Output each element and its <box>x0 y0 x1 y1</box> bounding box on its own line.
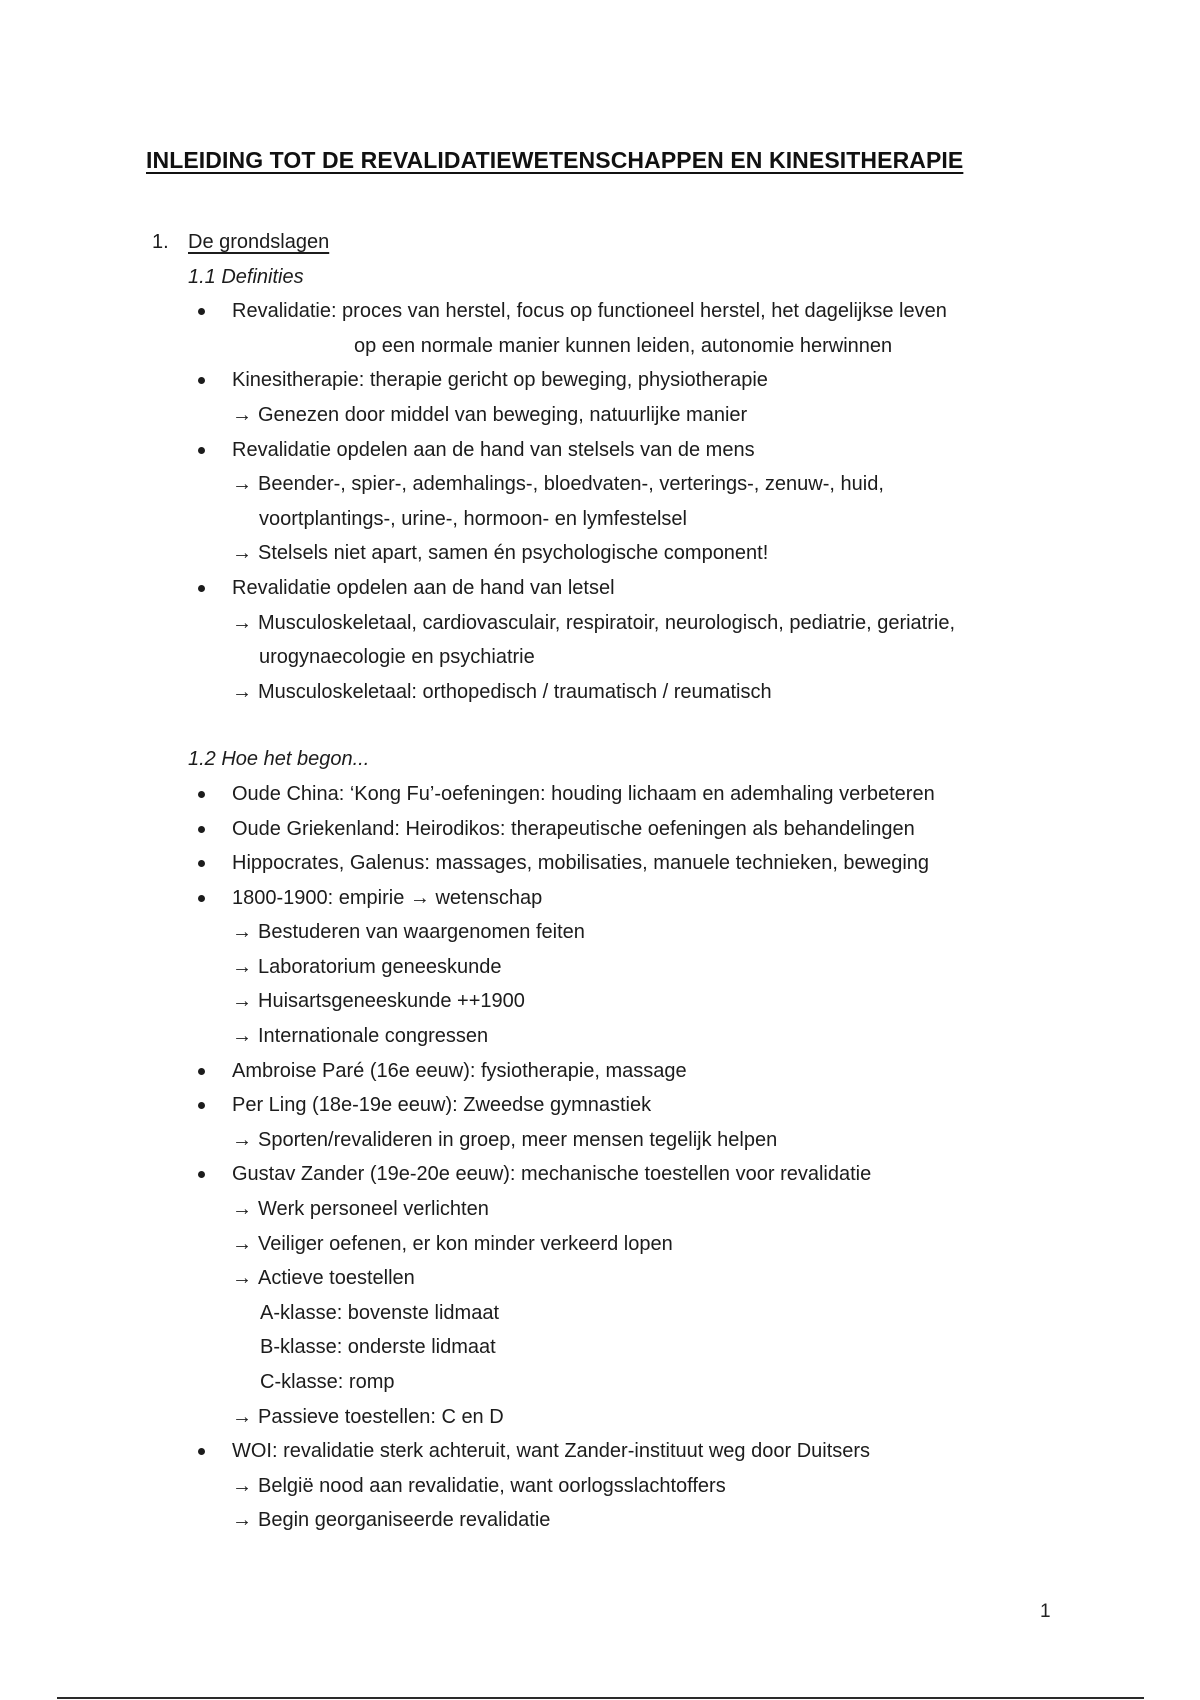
arrow-line <box>232 1227 673 1262</box>
bullet-item <box>0 1434 1200 1469</box>
arrow-text: Internationale congressen <box>258 1025 489 1048</box>
arrow-line <box>232 1400 504 1435</box>
arrow-text: Bestuderen van waargenomen feiten <box>258 921 585 944</box>
arrow-item <box>0 1123 1200 1158</box>
right-arrow-icon: → <box>232 1509 252 1532</box>
bullet-item <box>0 881 1200 916</box>
bullet-continuation <box>0 329 1200 364</box>
right-arrow-icon: → <box>232 473 252 496</box>
arrow-text: Genezen door middel van beweging, natuurlijke manier <box>258 403 748 426</box>
arrow-item <box>0 915 1200 950</box>
subsection-heading <box>0 742 1200 777</box>
arrow-item <box>0 606 1200 641</box>
arrow-text-continued: urogynaecologie en psychiatrie <box>259 646 535 669</box>
arrow-line <box>232 1192 489 1227</box>
bullet-icon <box>198 1171 205 1178</box>
arrow-text: Actieve toestellen <box>258 1267 415 1290</box>
klasse-text: B-klasse: onderste lidmaat <box>260 1336 496 1359</box>
bullet-item <box>0 433 1200 468</box>
section-heading <box>0 225 1200 260</box>
bullet-item <box>0 294 1200 329</box>
arrow-line <box>232 915 585 950</box>
right-arrow-icon: → <box>232 680 252 703</box>
bullet-icon <box>198 377 205 384</box>
arrow-item <box>0 1400 1200 1435</box>
bullet-text: Gustav Zander (19e-20e eeuw): mechanische toestellen voor revalidatie <box>232 1163 872 1186</box>
right-arrow-icon: → <box>232 1198 252 1221</box>
right-arrow-icon: → <box>232 1232 252 1255</box>
arrow-line <box>232 398 747 433</box>
arrow-text: Musculoskeletaal: orthopedisch / traumatisch / reumatisch <box>258 680 772 703</box>
bullet-icon <box>198 791 205 798</box>
arrow-line <box>232 950 502 985</box>
bullet-text: Oude China: ‘Kong Fu’-oefeningen: houding lichaam en ademhaling verbeteren <box>232 782 935 805</box>
arrow-item <box>0 950 1200 985</box>
right-arrow-icon: → <box>232 1128 252 1151</box>
arrow-line <box>232 984 525 1019</box>
klasse-item <box>0 1296 1200 1331</box>
bullet-icon <box>198 1102 205 1109</box>
right-arrow-icon: → <box>232 611 252 634</box>
bullet-item <box>0 1088 1200 1123</box>
subsection-title: 1.1 Definities <box>188 265 304 288</box>
right-arrow-icon: → <box>232 921 252 944</box>
arrow-text: Stelsels niet apart, samen én psychologische component! <box>258 542 769 565</box>
arrow-item <box>0 1503 1200 1538</box>
arrow-text: Laboratorium geneeskunde <box>258 955 502 978</box>
arrow-text-continued: voortplantings-, urine-, hormoon- en lymfestelsel <box>259 507 687 530</box>
arrow-text: België nood aan revalidatie, want oorlogsslachtoffers <box>258 1474 726 1497</box>
bullet-item <box>0 571 1200 606</box>
arrow-item <box>0 467 1200 502</box>
bullet-item <box>0 846 1200 881</box>
bullet-icon <box>198 1448 205 1455</box>
document-body <box>0 225 1200 1538</box>
arrow-line <box>232 1019 488 1054</box>
arrow-text: Begin georganiseerde revalidatie <box>258 1509 551 1532</box>
arrow-text: Werk personeel verlichten <box>258 1198 489 1221</box>
bullet-text: Oude Griekenland: Heirodikos: therapeutische oefeningen als behandelingen <box>232 817 915 840</box>
arrow-item <box>0 1192 1200 1227</box>
arrow-item <box>0 1019 1200 1054</box>
arrow-line <box>232 1503 550 1538</box>
right-arrow-icon: → <box>232 1405 252 1428</box>
bullet-item <box>0 777 1200 812</box>
bullet-text: Hippocrates, Galenus: massages, mobilisaties, manuele technieken, beweging <box>232 852 930 875</box>
arrow-line <box>232 1469 726 1504</box>
arrow-item <box>0 984 1200 1019</box>
bullet-text: Kinesitherapie: therapie gericht op beweging, physiotherapie <box>232 369 768 392</box>
section-number: 1. <box>152 231 169 253</box>
section-title: De grondslagen <box>188 231 330 253</box>
arrow-continuation <box>0 502 1200 537</box>
spacer <box>0 709 1200 742</box>
klasse-item <box>0 1330 1200 1365</box>
bullet-icon <box>198 1068 205 1075</box>
bullet-icon <box>198 308 205 315</box>
arrow-line <box>232 467 884 502</box>
arrow-text: Sporten/revalideren in groep, meer mensen tegelijk helpen <box>258 1128 778 1151</box>
bullet-item <box>0 363 1200 398</box>
arrow-item <box>0 1469 1200 1504</box>
bullet-icon <box>198 585 205 592</box>
arrow-line <box>232 1261 415 1296</box>
arrow-line <box>232 1123 777 1158</box>
klasse-text: C-klasse: romp <box>260 1371 395 1393</box>
arrow-item <box>0 398 1200 433</box>
bullet-text: Ambroise Paré (16e eeuw): fysiotherapie, massage <box>232 1059 687 1082</box>
bullet-text: Revalidatie: proces van herstel, focus op functioneel herstel, het dagelijkse leven <box>232 300 947 323</box>
bullet-icon <box>198 860 205 867</box>
arrow-text: Huisartsgeneeskunde ++1900 <box>258 990 525 1013</box>
document-title: INLEIDING TOT DE REVALIDATIEWETENSCHAPPEN EN KINESITHERAPIE <box>146 147 964 173</box>
page-number: 1 <box>1040 1601 1051 1622</box>
arrow-item <box>0 1227 1200 1262</box>
arrow-item <box>0 1261 1200 1296</box>
page-divider <box>57 1697 1144 1699</box>
right-arrow-icon: → <box>232 1474 252 1497</box>
bullet-text: 1800-1900: empirie → wetenschap <box>232 886 543 909</box>
right-arrow-icon: → <box>232 990 252 1013</box>
klasse-text: A-klasse: bovenste lidmaat <box>260 1301 500 1324</box>
arrow-line <box>232 675 772 710</box>
bullet-item <box>0 812 1200 847</box>
klasse-item <box>0 1365 1200 1400</box>
arrow-continuation <box>0 640 1200 675</box>
arrow-line <box>232 606 955 641</box>
subsection-title: 1.2 Hoe het begon... <box>188 748 370 771</box>
bullet-text: Per Ling (18e-19e eeuw): Zweedse gymnastiek <box>232 1094 652 1117</box>
right-arrow-icon: → <box>232 955 252 978</box>
right-arrow-icon: → <box>232 542 252 565</box>
bullet-text: Revalidatie opdelen aan de hand van stelsels van de mens <box>232 438 755 461</box>
arrow-item <box>0 536 1200 571</box>
arrow-text: Musculoskeletaal, cardiovasculair, respiratoir, neurologisch, pediatrie, geriatrie, <box>258 611 956 634</box>
subsection-heading <box>0 260 1200 295</box>
arrow-text: Veiliger oefenen, er kon minder verkeerd lopen <box>258 1232 673 1255</box>
right-arrow-icon: → <box>232 403 252 426</box>
arrow-item <box>0 675 1200 710</box>
bullet-text: WOI: revalidatie sterk achteruit, want Zander-instituut weg door Duitsers <box>232 1440 871 1463</box>
bullet-item <box>0 1054 1200 1089</box>
bullet-item <box>0 1157 1200 1192</box>
arrow-line <box>232 536 768 571</box>
arrow-text: Passieve toestellen: C en D <box>258 1405 504 1428</box>
right-arrow-icon: → <box>232 1267 252 1290</box>
bullet-icon <box>198 447 205 454</box>
bullet-text-continued: op een normale manier kunnen leiden, autonomie herwinnen <box>354 334 893 357</box>
right-arrow-icon: → <box>232 1025 252 1048</box>
arrow-text: Beender-, spier-, ademhalings-, bloedvaten-, verterings-, zenuw-, huid, <box>258 473 884 496</box>
bullet-text: Revalidatie opdelen aan de hand van letsel <box>232 576 615 599</box>
bullet-icon <box>198 826 205 833</box>
bullet-icon <box>198 895 205 902</box>
